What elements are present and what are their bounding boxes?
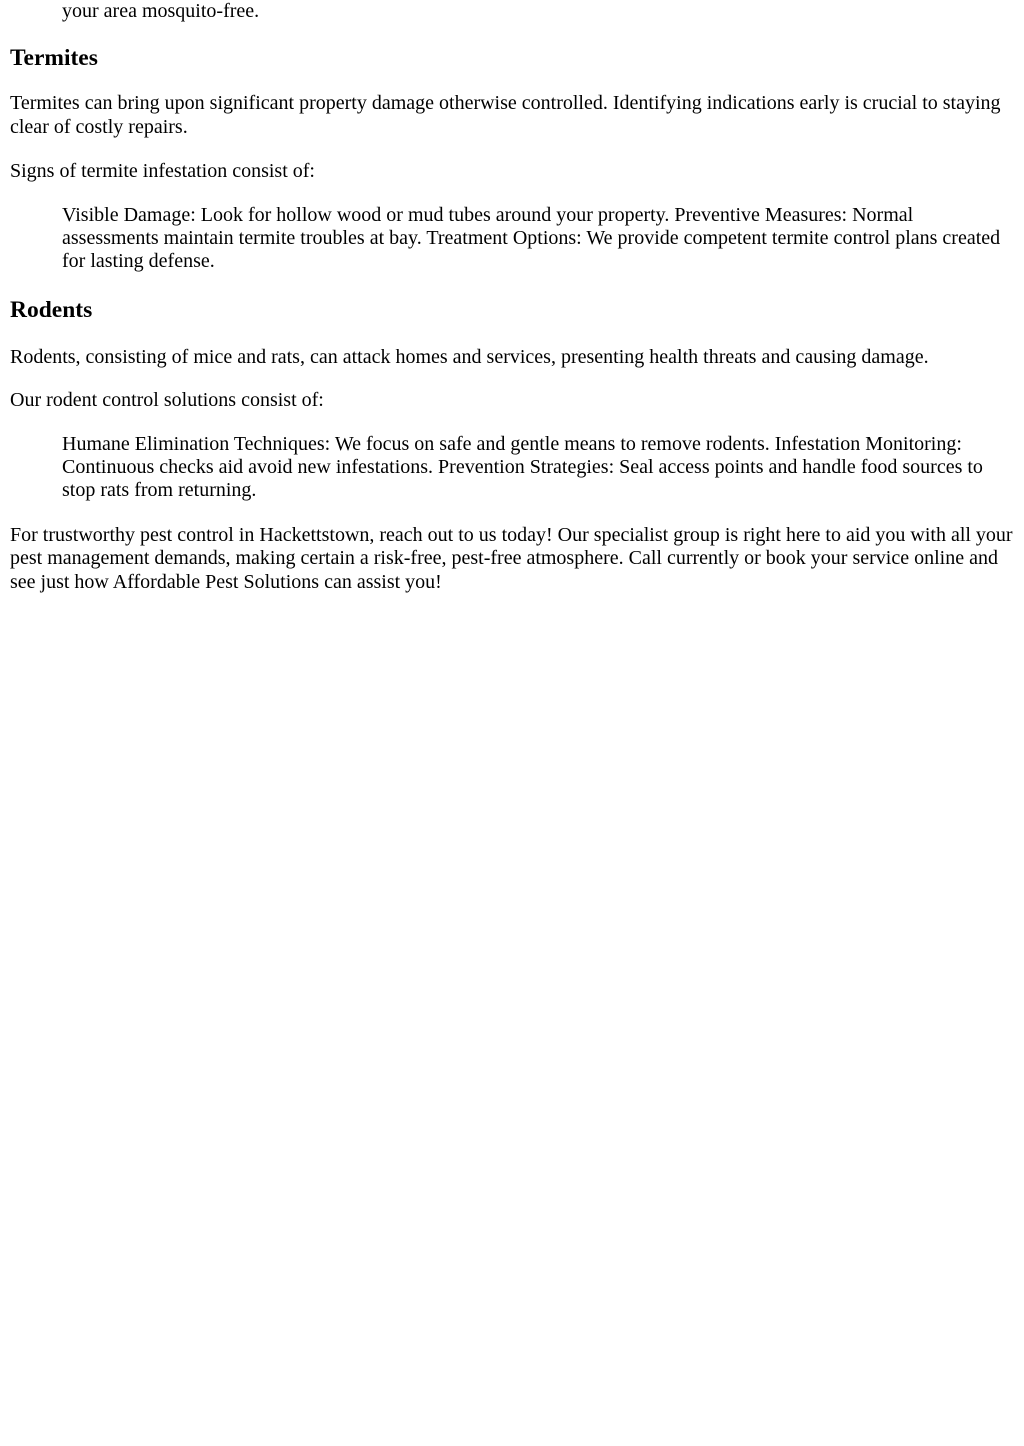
rodents-heading: Rodents <box>10 296 93 323</box>
rodents-solutions-lead: Our rodent control solutions consist of: <box>10 389 324 412</box>
termites-signs-text: Visible Damage: Look for hollow wood or mud tubes around your property. Preventive Measures: Normal assessments maintain termite troubles at bay. Treatment Options: We provide competent termite control plans created for lasting defense. <box>62 203 1001 273</box>
termites-heading: Termites <box>10 45 98 72</box>
rodents-solutions-text: Humane Elimination Techniques: We focus on safe and gentle means to remove rodents. Infestation Monitoring: Continuous checks aid avoid new infestations. Prevention Strategies: Seal access points and handle food sources to stop rats from returning. <box>62 432 983 502</box>
mosquito-quote-continuation <box>62 0 1014 23</box>
mosquito-quote-text: your area mosquito-free. <box>62 0 260 22</box>
rodents-section <box>10 297 1014 503</box>
termites-signs-quote <box>62 204 1014 274</box>
closing-paragraph: For trustworthy pest control in Hackettstown, reach out to us today! Our specialist group is right here to aid you with all your pest management demands, making certain a risk-free, pest-free atmosphere. Call currently or book your service online and see just how Affordable Pest Solutions can assist you! <box>10 523 1013 593</box>
rodents-solutions-quote <box>62 433 1014 503</box>
termites-intro-paragraph: Termites can bring upon significant property damage otherwise controlled. Identifying indications early is crucial to staying clear of costly repairs. <box>10 92 1001 138</box>
termites-signs-lead: Signs of termite infestation consist of: <box>10 160 315 183</box>
termites-section <box>10 45 1014 273</box>
rodents-intro-paragraph: Rodents, consisting of mice and rats, can attack homes and services, presenting health threats and causing damage. <box>10 345 929 368</box>
